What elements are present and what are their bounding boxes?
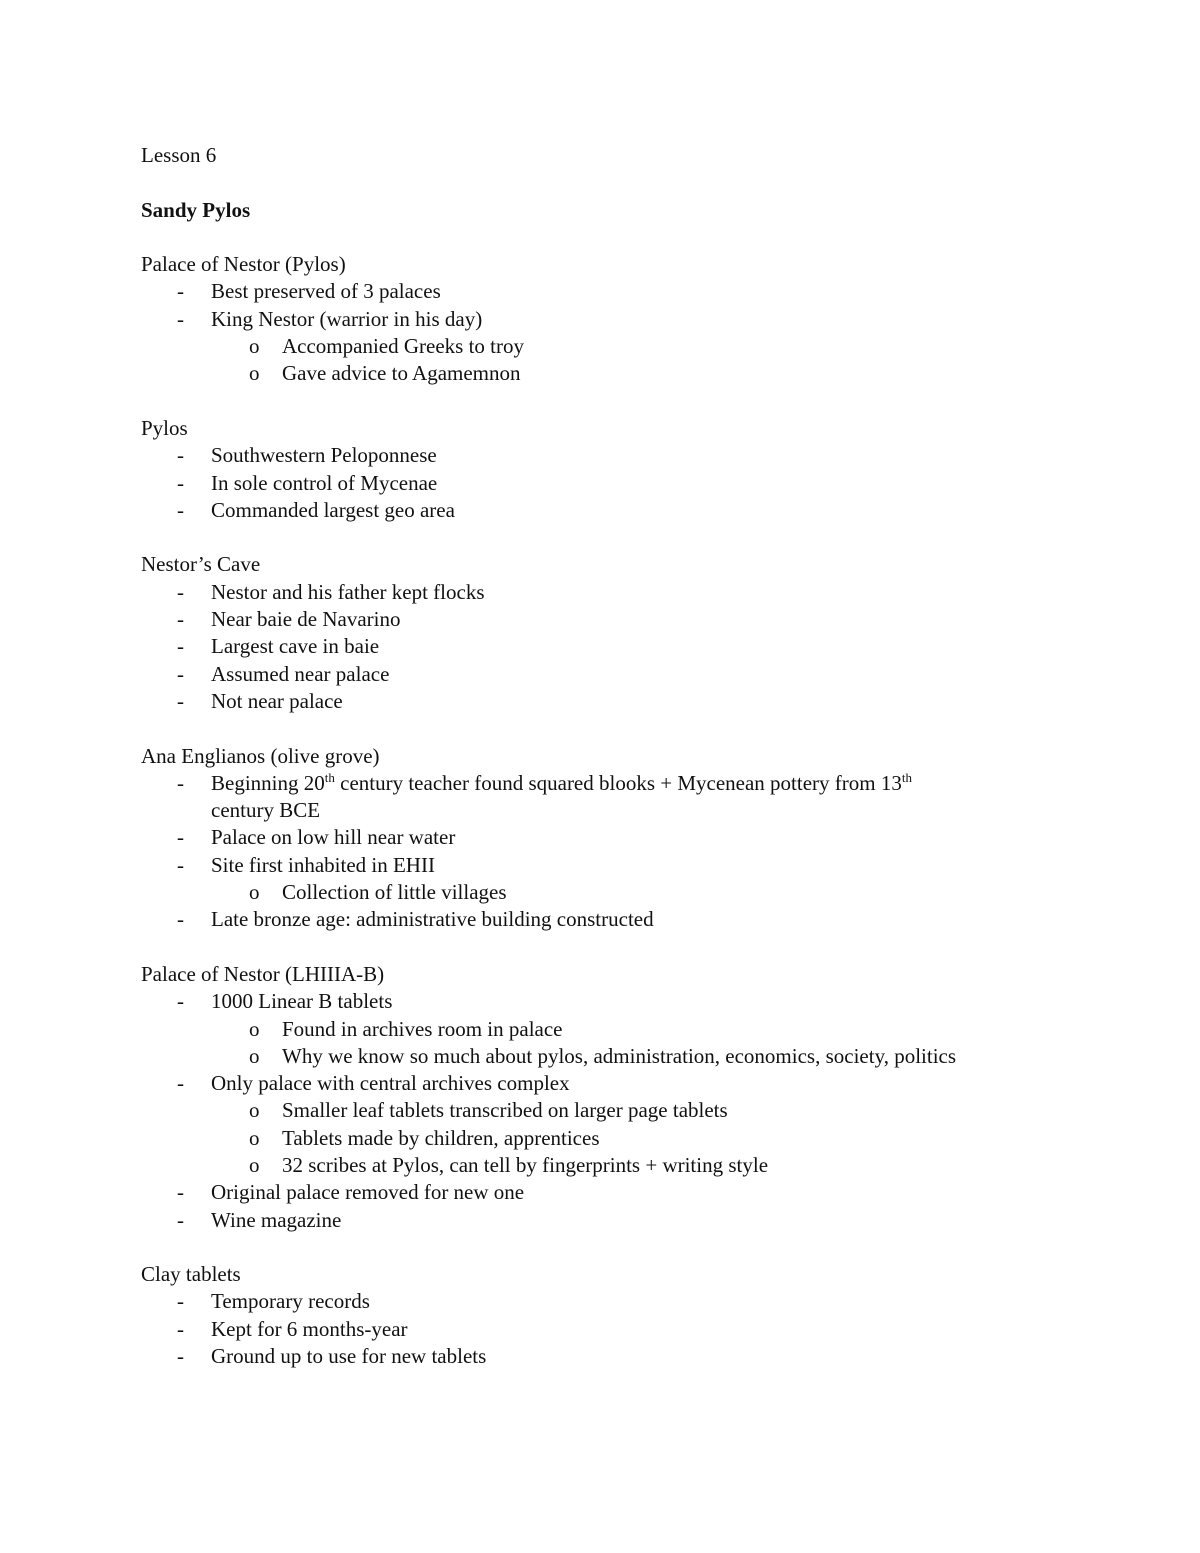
list-item	[141, 1343, 1101, 1370]
list-item	[141, 633, 1101, 660]
document-body	[141, 142, 1101, 1370]
dash-bullet: -	[177, 989, 184, 1014]
document-title: Sandy Pylos	[141, 197, 251, 222]
circle-bullet: o	[249, 361, 260, 386]
list-item-text: Near baie de Navarino	[211, 607, 401, 632]
list-item-text: Smaller leaf tablets transcribed on larger page tablets	[282, 1098, 728, 1123]
list-item-text: 1000 Linear B tablets	[211, 989, 393, 1014]
sub-list-item	[141, 1152, 1101, 1179]
list-item-text: Beginning 20	[211, 770, 325, 795]
list-item	[141, 1070, 1101, 1097]
list-item	[141, 824, 1101, 851]
list-item-continuation	[141, 797, 1101, 824]
list-item-text: Commanded largest geo area	[211, 497, 455, 522]
spacer	[141, 388, 1101, 415]
list-item	[141, 906, 1101, 933]
dash-bullet: -	[177, 661, 184, 686]
list-item	[141, 661, 1101, 688]
list-item	[141, 1316, 1101, 1343]
list-item	[141, 470, 1101, 497]
list-item	[141, 852, 1101, 879]
list-item-text: Site first inhabited in EHII	[211, 852, 435, 877]
list-item	[141, 579, 1101, 606]
list-item-text: Found in archives room in palace	[282, 1016, 563, 1041]
list-item-text: Wine magazine	[211, 1207, 342, 1232]
sub-list-item	[141, 1125, 1101, 1152]
list-item-text: Palace on low hill near water	[211, 825, 456, 850]
dash-bullet: -	[177, 279, 184, 304]
section-heading-pylos: Pylos	[141, 415, 188, 440]
dash-bullet: -	[177, 579, 184, 604]
list-item	[141, 1179, 1101, 1206]
list-item-text: Only palace with central archives complex	[211, 1071, 570, 1096]
dash-bullet: -	[177, 1344, 184, 1369]
dash-bullet: -	[177, 497, 184, 522]
sub-list-item	[141, 333, 1101, 360]
section-heading-nestors-cave: Nestor’s Cave	[141, 552, 261, 577]
dash-bullet: -	[177, 770, 184, 795]
dash-bullet: -	[177, 1207, 184, 1232]
circle-bullet: o	[249, 880, 260, 905]
circle-bullet: o	[249, 1043, 260, 1068]
dash-bullet: -	[177, 825, 184, 850]
list-item-text: Assumed near palace	[211, 661, 390, 686]
dash-bullet: -	[177, 634, 184, 659]
dash-bullet: -	[177, 306, 184, 331]
sub-list-item	[141, 1043, 1101, 1070]
sub-list-item	[141, 1097, 1101, 1124]
list-item	[141, 988, 1101, 1015]
section-heading-palace-lhiiia-b: Palace of Nestor (LHIIIA-B)	[141, 961, 385, 986]
dash-bullet: -	[177, 607, 184, 632]
list-item-text: Why we know so much about pylos, administration, economics, society, politics	[282, 1043, 957, 1068]
superscript: th	[901, 769, 912, 785]
dash-bullet: -	[177, 907, 184, 932]
list-item	[141, 442, 1101, 469]
list-item	[141, 1288, 1101, 1315]
list-item-text: Southwestern Peloponnese	[211, 443, 437, 468]
list-item-text: Largest cave in baie	[211, 634, 380, 659]
sub-list-item	[141, 360, 1101, 387]
section-heading-palace-of-nestor: Palace of Nestor (Pylos)	[141, 252, 346, 277]
dash-bullet: -	[177, 1289, 184, 1314]
list-item	[141, 770, 1101, 797]
dash-bullet: -	[177, 688, 184, 713]
list-item-text: Late bronze age: administrative building constructed	[211, 907, 654, 932]
circle-bullet: o	[249, 1098, 260, 1123]
list-item-text: Ground up to use for new tablets	[211, 1344, 487, 1369]
section-heading-clay-tablets: Clay tablets	[141, 1262, 241, 1287]
list-item	[141, 306, 1101, 333]
dash-bullet: -	[177, 470, 184, 495]
circle-bullet: o	[249, 1016, 260, 1041]
lesson-label: Lesson 6	[141, 143, 217, 167]
list-item	[141, 497, 1101, 524]
sub-list-item	[141, 879, 1101, 906]
list-item-text: Kept for 6 months-year	[211, 1316, 408, 1341]
list-item-text: King Nestor (warrior in his day)	[211, 306, 483, 331]
list-item-text: Gave advice to Agamemnon	[282, 361, 521, 386]
list-item	[141, 606, 1101, 633]
list-item-text: Nestor and his father kept flocks	[211, 579, 485, 604]
list-item-text: Temporary records	[211, 1289, 370, 1314]
circle-bullet: o	[249, 1125, 260, 1150]
dash-bullet: -	[177, 1316, 184, 1341]
list-item-text: century teacher found squared blooks + Mycenean pottery from 13	[334, 770, 902, 795]
list-item-text: century BCE	[211, 798, 321, 823]
spacer	[141, 524, 1101, 551]
list-item	[141, 1207, 1101, 1234]
spacer	[141, 1234, 1101, 1261]
spacer	[141, 934, 1101, 961]
circle-bullet: o	[249, 334, 260, 359]
section-heading-ana-englianos: Ana Englianos (olive grove)	[141, 743, 380, 768]
spacer	[141, 169, 1101, 196]
dash-bullet: -	[177, 1071, 184, 1096]
list-item-text: Best preserved of 3 palaces	[211, 279, 441, 304]
spacer	[141, 715, 1101, 742]
circle-bullet: o	[249, 1152, 260, 1177]
dash-bullet: -	[177, 852, 184, 877]
list-item-text: Original palace removed for new one	[211, 1180, 525, 1205]
dash-bullet: -	[177, 1180, 184, 1205]
spacer	[141, 224, 1101, 251]
superscript: th	[324, 769, 335, 785]
list-item-text: Accompanied Greeks to troy	[282, 334, 525, 359]
list-item-text: Tablets made by children, apprentices	[282, 1125, 600, 1150]
list-item-text: Not near palace	[211, 688, 343, 713]
list-item-text: 32 scribes at Pylos, can tell by fingerprints + writing style	[282, 1152, 769, 1177]
sub-list-item	[141, 1016, 1101, 1043]
list-item-text: In sole control of Mycenae	[211, 470, 438, 495]
dash-bullet: -	[177, 443, 184, 468]
list-item	[141, 278, 1101, 305]
list-item-text: Collection of little villages	[282, 880, 507, 905]
list-item	[141, 688, 1101, 715]
